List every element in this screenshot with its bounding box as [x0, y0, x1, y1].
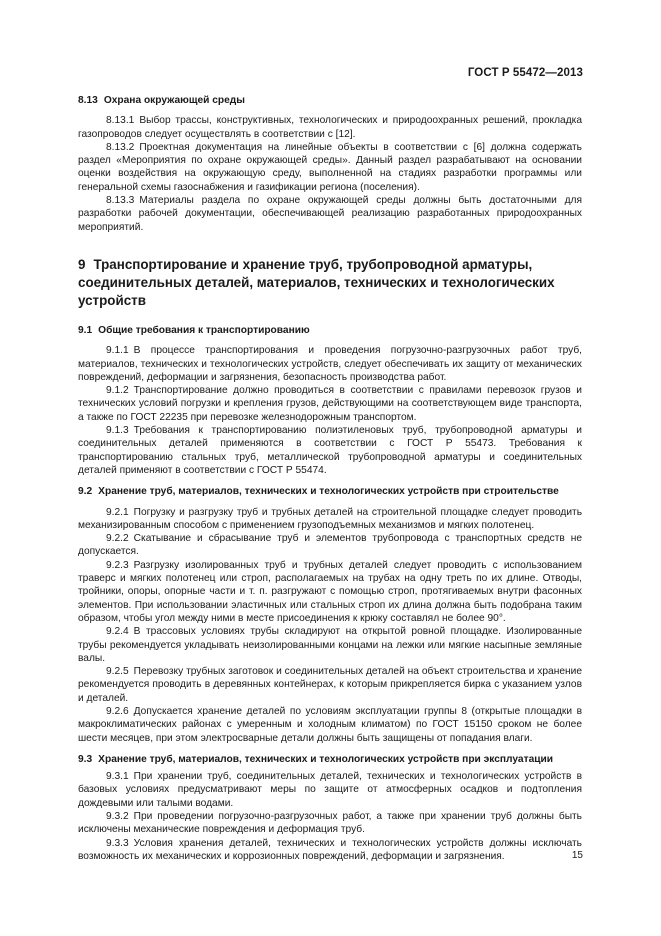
paragraph-9-2-4: 9.2.4 В трассовых условиях трубы складируют на открытой ровной площадке. Изолированные трубы рекомендуется укладывать неизолированными концами на лежки или мягкие насыпные земляные валы.: [78, 626, 582, 664]
paragraph-8-13-2: 8.13.2 Проектная документация на линейные объекты в соответствии с [6] должна содержать раздел «Мероприятия по охране окружающей среды». Данный раздел разрабатывают на основании оценки воздействия на окружающую среду, выполненной на стадиях разработки программы или генеральной схемы газоснабжения и газификации региона (поселения).: [78, 141, 582, 193]
document-header: ГОСТ Р 55472—2013: [467, 67, 583, 79]
paragraph-8-13-3: 8.13.3 Материалы раздела по охране окружающей среды должны быть достаточными для разработки рабочей документации, обеспечивающей реализацию разработанных природоохранных мероприятий.: [78, 195, 582, 233]
paragraph-9-2-6: 9.2.6 Допускается хранение деталей по условиям эксплуатации группы 8 (открытые площадки в макроклиматических районах с умеренным и холодным климатом) по ГОСТ 15150 сроком не более шести месяцев, при этом электросварные детали должны быть защищены от попадания влаги.: [78, 705, 582, 744]
heading-8-13: 8.13 Охрана окружающей среды: [78, 95, 245, 106]
paragraph-9-2-2: 9.2.2 Скатывание и сбрасывание труб и элементов трубопровода с транспортных средств не допускается.: [78, 533, 582, 558]
paragraph-9-3-2: 9.3.2 При проведении погрузочно-разгрузочных работ, а также при хранении труб должны быть исключены механические повреждения и деформация труб.: [78, 811, 582, 836]
document-body: [78, 94, 582, 863]
paragraph-9-1-1: 9.1.1 В процессе транспортирования и проведения погрузочно-разгрузочных работ труб, материалов, технических и технологических устройств, следует обеспечивать их защиту от механических повреждений, деформации и загрязнения, безопасность производства работ.: [78, 345, 582, 383]
paragraph-9-2-3: 9.2.3 Разгрузку изолированных труб и трубных деталей следует проводить с использованием траверс и мягких полотенец или строп, располагаемых на трубах на одну треть по их длине. Отводы, тройники, опоры, опорные части и т. п. разгружают с помощью строп, протягиваемых внутри фасонных элементов. При использовании эластичных или стальных строп их длина должна быть подобрана таким образом, чтобы угол между ними в месте присоединения к крюку составлял не более 90°.: [78, 559, 582, 624]
heading-9: 9 Транспортирование и хранение труб, трубопроводной арматуры, соединительных деталей, материалов, технических и технологических устройств: [78, 256, 555, 308]
paragraph-9-3-3: 9.3.3 Условия хранения деталей, технических и технологических устройств должны исключать возможность их механических и коррозионных повреждений, деформации и загрязнения.: [78, 837, 582, 862]
paragraph-8-13-1: 8.13.1 Выбор трассы, конструктивных, технологических и природоохранных решений, прокладка газопроводов следует осуществлять в соответствии с [12].: [78, 115, 582, 140]
heading-9-3: 9.3 Хранение труб, материалов, технических и технологических устройств при эксплуатации: [78, 753, 554, 765]
paragraph-9-1-3: 9.1.3 Требования к транспортированию полиэтиленовых труб, трубопроводной арматуры и соединительных деталей применяются в соответствии с ГОСТ Р 55473. Требования к транспортированию стальных труб, металлической трубопроводной арматуры и соединительных деталей применяют в соответствии с ГОСТ Р 55474.: [78, 425, 582, 476]
heading-9-1: 9.1 Общие требования к транспортированию: [78, 324, 310, 336]
paragraph-9-2-1: 9.2.1 Погрузку и разгрузку труб и трубных деталей на строительной площадке следует проводить механизированным способом с применением грузоподъемных механизмов и мягких полотенец.: [78, 506, 582, 531]
paragraph-9-3-1: 9.3.1 При хранении труб, соединительных деталей, технических и технологических устройств в базовых условиях предусматривают меры по защите от атмосферных осадков и подтопления дождевыми или талыми водами.: [78, 771, 582, 809]
paragraph-9-1-2: 9.1.2 Транспортирование должно проводиться в соответствии с правилами перевозок грузов и технических условий погрузки и крепления грузов, действующими на соответствующем виде транспорта, а также по ГОСТ 22235 при перевозке железнодорожным транспортом.: [78, 385, 582, 423]
heading-9-2: 9.2 Хранение труб, материалов, технических и технологических устройств при строительстве: [78, 486, 559, 498]
paragraph-9-2-5: 9.2.5 Перевозку трубных заготовок и соединительных деталей на объект строительства и хранение рекомендуется проводить в деревянных контейнерах, к которым прикрепляется бирка с указанием узлов и деталей.: [78, 666, 582, 704]
page-number: 15: [571, 850, 583, 861]
